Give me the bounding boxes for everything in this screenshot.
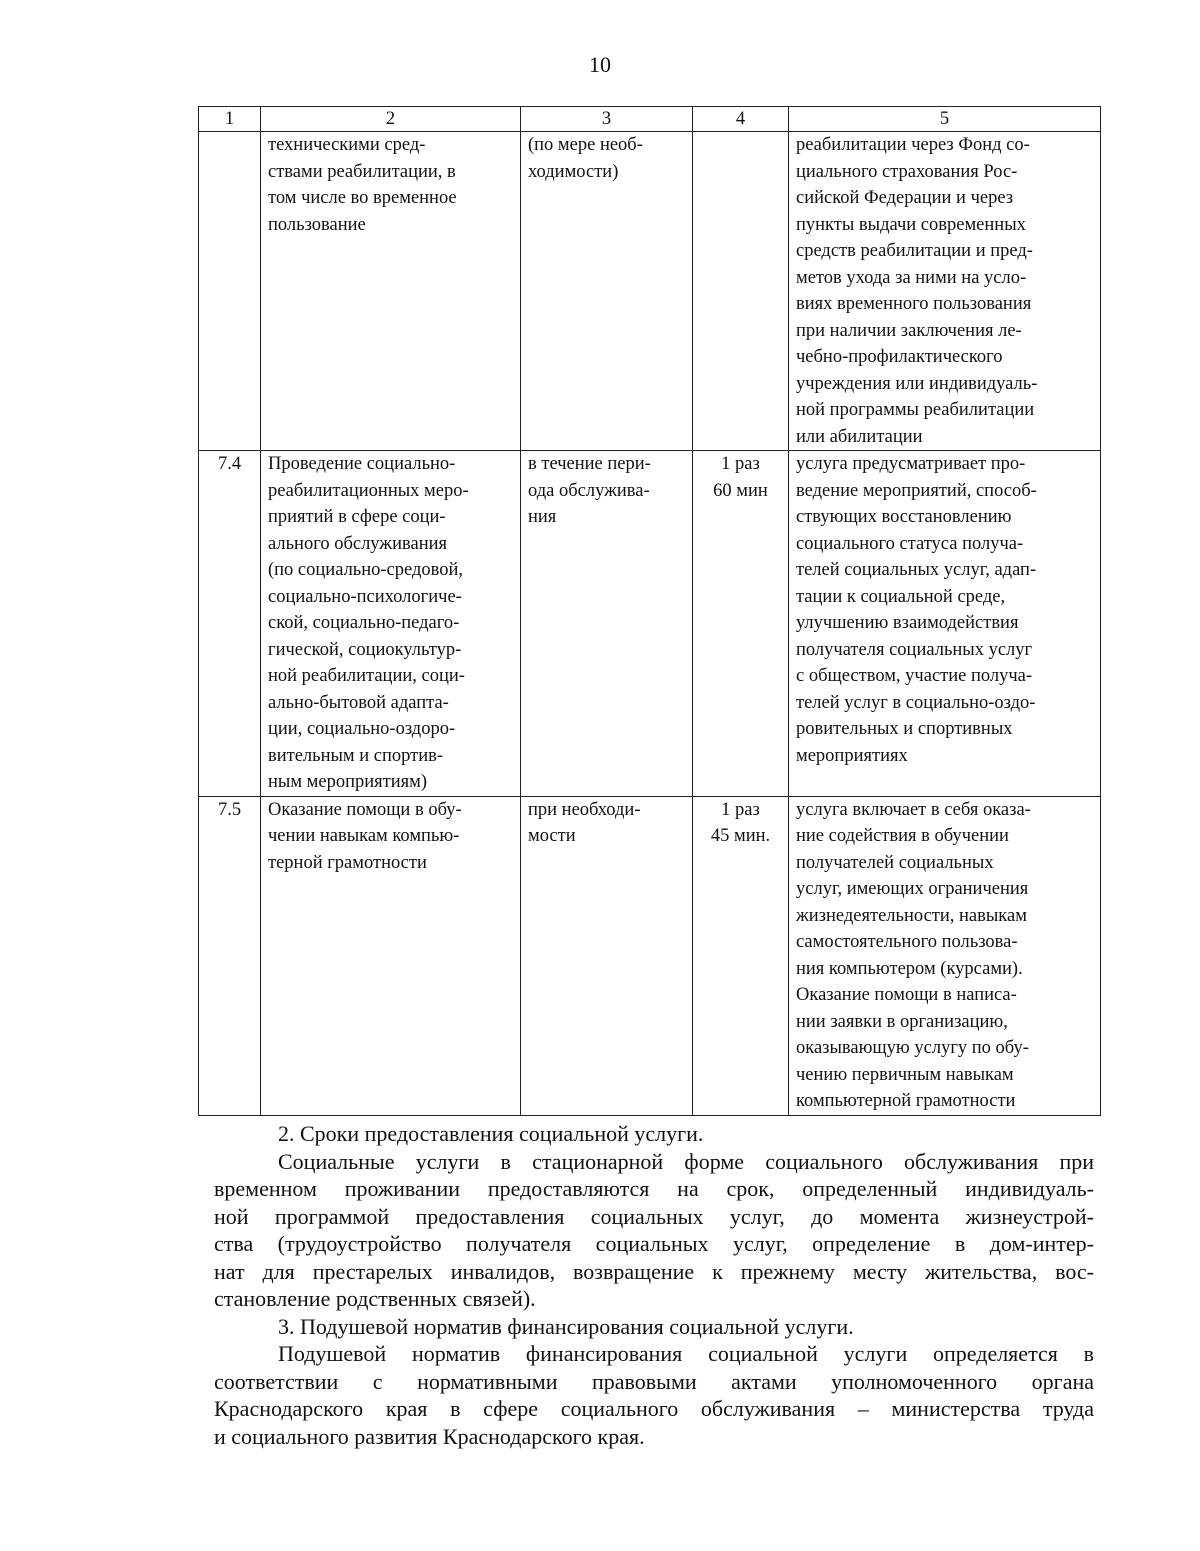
service-name-line: ции, социально-оздоро- — [268, 719, 456, 739]
service-name-line: пользование — [268, 214, 366, 235]
service-description-line: или абилитации — [796, 426, 923, 447]
service-description-line: нии заявки в организацию, — [796, 1011, 1008, 1032]
service-name-line: ным мероприятиям) — [268, 772, 428, 792]
service-description-line: сийской Федерации и через — [796, 188, 1014, 208]
service-description-line: средств реабилитации и пред- — [796, 241, 1033, 261]
service-description-line: ствующих восстановлению — [796, 507, 1012, 527]
service-volume-line: 1 раз — [721, 454, 760, 474]
row-number-cell: 7.5 — [199, 796, 261, 1115]
header-cell: 4 — [693, 107, 789, 132]
service-name-line: ствами реабилитации, в — [268, 161, 456, 182]
service-name-line: ально-бытовой адапта- — [268, 692, 449, 713]
service-description-cell — [789, 132, 1101, 451]
service-volume-cell — [693, 132, 789, 451]
paragraph-line: нат для престарелых инвалидов, возвращение к прежнему месту жительства, вос- — [214, 1258, 1094, 1284]
service-description-line: услуга предусматривает про- — [796, 454, 1026, 474]
service-name-line: техническими сред- — [268, 135, 426, 155]
service-description-line: телей услуг в социально-оздо- — [796, 692, 1036, 713]
service-description-line: реабилитации через Фонд со- — [796, 135, 1030, 155]
service-name-line: ской, социально-педаго- — [268, 613, 460, 633]
service-term-cell — [521, 132, 693, 451]
paragraph-line: временном проживании предоставляются на срок, определенный индивидуаль- — [214, 1176, 1094, 1201]
service-term-line: при необходи- — [528, 799, 641, 820]
service-description-line: услуга включает в себя оказа- — [796, 799, 1031, 820]
service-description-line: циального страхования Рос- — [796, 161, 1018, 182]
service-description-line: ние содействия в обучении — [796, 826, 1009, 846]
service-description-line: при наличии заключения ле- — [796, 320, 1022, 341]
service-term-line: в течение пери- — [528, 454, 651, 474]
service-name-line: Оказание помощи в обу- — [268, 799, 462, 820]
service-description-line: с обществом, участие получа- — [796, 666, 1033, 686]
service-description-line: пункты выдачи современных — [796, 214, 1026, 235]
service-name-line: Проведение социально- — [268, 454, 456, 474]
service-description-line: жизнедеятельности, навыкам — [796, 905, 1027, 926]
paragraph-line: Социальные услуги в стационарной форме социального обслуживания при — [278, 1148, 1094, 1174]
service-name-line: ной реабилитации, соци- — [268, 666, 465, 686]
service-term-cell — [521, 451, 693, 797]
service-term-line: ния — [528, 507, 557, 527]
service-description-line: улучшению взаимодействия — [796, 613, 1019, 633]
service-description-cell — [789, 796, 1101, 1115]
service-name-cell — [261, 451, 521, 797]
service-description-line: чебно-профилактического — [796, 347, 1003, 367]
section-3-paragraph — [214, 1340, 1094, 1450]
service-term-line: мости — [528, 826, 576, 846]
service-volume-cell — [693, 796, 789, 1115]
table-row — [199, 796, 1101, 1115]
service-description-line: социального статуса получа- — [796, 533, 1024, 554]
service-description-line: ведение мероприятий, способ- — [796, 480, 1037, 501]
service-name-line: реабилитационных меро- — [268, 480, 469, 501]
header-cell: 3 — [521, 107, 693, 132]
section-2-paragraph — [214, 1148, 1094, 1313]
service-term-cell — [521, 796, 693, 1115]
service-description-line: услуг, имеющих ограничения — [796, 879, 1029, 899]
service-name-line: том числе во временное — [268, 188, 457, 208]
service-name-line: вительным и спортив- — [268, 745, 444, 766]
service-description-cell — [789, 451, 1101, 797]
paragraph-line: ства (трудоустройство получателя социальных услуг, определение в дом-интер- — [214, 1231, 1094, 1256]
service-description-line: метов ухода за ними на усло- — [796, 267, 1027, 288]
service-description-line: компьютерной грамотности — [796, 1091, 1016, 1111]
section-3-heading: 3. Подушевой норматив финансирования социальной услуги. — [278, 1313, 854, 1339]
paragraph-line: соответствии с нормативными правовыми актами уполномоченного органа — [214, 1368, 1094, 1394]
service-term-line: ходимости) — [528, 161, 619, 182]
service-name-line: (по социально-средовой, — [268, 560, 464, 580]
header-cell: 2 — [261, 107, 521, 132]
service-volume-line: 60 мин — [713, 480, 768, 501]
service-description-line: Оказание помощи в написа- — [796, 985, 1017, 1005]
service-description-line: учреждения или индивидуаль- — [796, 373, 1038, 394]
paragraph-line: Краснодарского края в сфере социального обслуживания – министерства труда — [214, 1396, 1094, 1421]
paragraph-line: Подушевой норматив финансирования социальной услуги определяется в — [278, 1341, 1094, 1366]
service-description-line: получателей социальных — [796, 852, 994, 873]
service-term-line: (по мере необ- — [528, 135, 643, 155]
service-name-cell — [261, 132, 521, 451]
row-number-cell — [199, 132, 261, 451]
paragraph-line: становление родственных связей). — [214, 1286, 536, 1311]
service-description-line: телей социальных услуг, адап- — [796, 560, 1037, 580]
service-name-line: терной грамотности — [268, 852, 427, 873]
page-number: 10 — [589, 52, 611, 77]
service-name-line: ального обслуживания — [268, 533, 448, 554]
service-volume-cell — [693, 451, 789, 797]
service-name-line: приятий в сфере соци- — [268, 507, 446, 527]
service-volume-line: 45 мин. — [710, 826, 771, 846]
service-description-line: виях временного пользования — [796, 294, 1032, 314]
body-text — [214, 1120, 1094, 1450]
table-header-row — [199, 107, 1101, 132]
paragraph-line: и социального развития Краснодарского края. — [214, 1423, 645, 1449]
service-name-cell — [261, 796, 521, 1115]
header-cell: 1 — [199, 107, 261, 132]
service-description-line: оказывающую услугу по обу- — [796, 1038, 1029, 1058]
service-description-line: самостоятельного пользова- — [796, 932, 1018, 952]
service-volume-line: 1 раз — [721, 799, 760, 820]
service-description-line: ной программы реабилитации — [796, 400, 1035, 420]
service-name-line: чении навыкам компью- — [268, 826, 460, 846]
service-term-line: ода обслужива- — [528, 480, 650, 501]
service-description-line: ровительных и спортивных — [796, 719, 1013, 739]
row-number-cell: 7.4 — [199, 451, 261, 797]
service-description-line: мероприятиях — [796, 745, 908, 766]
service-description-line: чению первичным навыкам — [796, 1064, 1014, 1085]
service-description-line: ния компьютером (курсами). — [796, 958, 1023, 979]
section-2-heading: 2. Сроки предоставления социальной услуги. — [278, 1121, 704, 1146]
services-table — [198, 106, 1101, 1116]
table-row — [199, 451, 1101, 797]
service-description-line: тации к социальной среде, — [796, 586, 1006, 607]
service-name-line: гической, социокультур- — [268, 639, 462, 660]
service-name-line: социально-психологиче- — [268, 586, 462, 607]
header-cell: 5 — [789, 107, 1101, 132]
paragraph-line: ной программой предоставления социальных услуг, до момента жизнеустрой- — [214, 1203, 1094, 1229]
service-description-line: получателя социальных услуг — [796, 639, 1033, 660]
table-row — [199, 132, 1101, 451]
